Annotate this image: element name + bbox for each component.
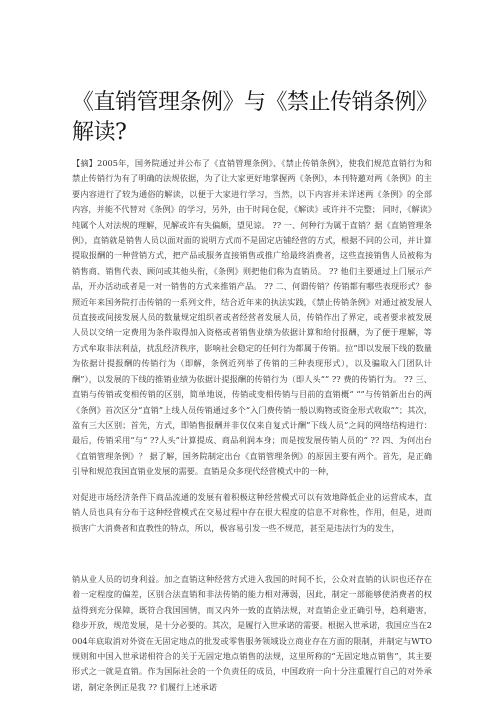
body-paragraph: 对促进市场经济条件下商品流通的发展有着积极这种经营模式可以有效地降低企业的运营成本，直销人员也具有分布于这种经营模式在交易过程中存在很大程度的信息不对称性，作用，但是，进而损害广大消费者和直教性的特点，所以，极容易引发一些不规范，甚至是违法行为的发生，: [72, 492, 432, 533]
body-paragraph: 销从业人员的切身利益。加之直销这种经营方式进入我国的时间不长，公众对直销的认识也还存在着一定程度的偏差，区别合法直销和非法传销的能力相对薄弱，因此，制定一部能够使消费者的权益得到充分保障，既符合我国国情，而又内外一致的直销法规，对直销企业正确引导，趋利避害，稳步开放，规范发展，是十分必要的。其次，是履行入世承诺的需要。根据入世承诺，我国应当在2004年底取消对外资在无固定地点的批发或零售服务领域设立商业存在方面的限制，并制定与WTO规则和中国入世承诺相符合的关于无固定地点销售的法规，这里所称的“无固定地点销售”，其主要形式之一就是直销。作为国际社会的一个负责任的成员，中国政府一向十分注重履行自己的对外承诺，制定条例正是我 ?? 们履行上述承诺: [72, 574, 432, 692]
document-title: 《直销管理条例》与《禁止传销条例》解读?: [72, 90, 427, 145]
abstract-paragraph: 【摘】2005年，国务院通过并公布了《直销管理条例》、《禁止传销条例》，使我们规范直销行为和禁止传销行为有了明确的法规依据，为了让大家更好地掌握两《条例》，本刊特邀对两《条例》的主要内容进行了较为通俗的解读，以便于大家进行学习，当然，以下内容并未详述两《条例》的全部内容，并能不代替对《条例》的学习，另外，由于时间仓促，《解读》或许并不完整； 同时，《解读》纯属个人对法规的理解，见解或许有失偏颇，望见谅。 ?? 一、何种行为属于直销？据《直销管理条例》，直销就是销售人员以面对面的说明方式而不是固定店铺经营的方式，根据不同的公司，并计算提取报酬的一种营销方式，把产品或服务直接销售或推广给最终消费者，这些直接销售人员被称为销售商、销售代表、顾问或其他头衔，《条例》则把他们称为直销员。 ?? 他们主要通过上门展示产品，开办活动或者是一对一销售的方式来推销产品。 ?? 二、何谓传销？传销都有哪些表现形式？参照近年来国务院打击传销的一系列文件，结合近年来的执法实践，《禁止传销条例》对通过被发展人员直接或间接发展人员的数量规定组织者或者经营者发展人员，传销作出了界定，或者要求被发展人员以交纳一定费用为条件取得加入资格或者销售业绩为依据计算和给付报酬，为了便于理解，等方式牟取非法利益，扰乱经济秩序，影响社会稳定的任何行为都属于传销。拉“即以发展下线的数量为依据计提报酬的传销行为（即解，条例近列举了传销的三种表现形式），以及骗取入门团队计酬”），以发展的下线的推销业绩为依据计提报酬的传销行为（即人头“” ?? 费的传销行为。 ?? 三、直销与传销或变相传销的区别，简单地说，传销或变相传销与目前的直销概“ “”与传销新出台的两《条例》首次区分“直销”上线人员传销通过多个“入门费传销一般以购物或资金形式收取“”；其次，盈有三大区别；首先，方式，即销售报酬并非仅仅来自复式计酬”下线人员”之间的网络结构进行：最后，传销采用“与“ ??人头”计算提成、商品利润本身；而是按发展传销人员的“ ?? 四、为何出台《直销管理条例》？ 据了解，国务院制定出台《直销管理条例》的原因主要有两个。首先，是正确引导和规范我国直销业发展的需要。直销是众多现代经营模式中的一种，: [72, 158, 432, 477]
